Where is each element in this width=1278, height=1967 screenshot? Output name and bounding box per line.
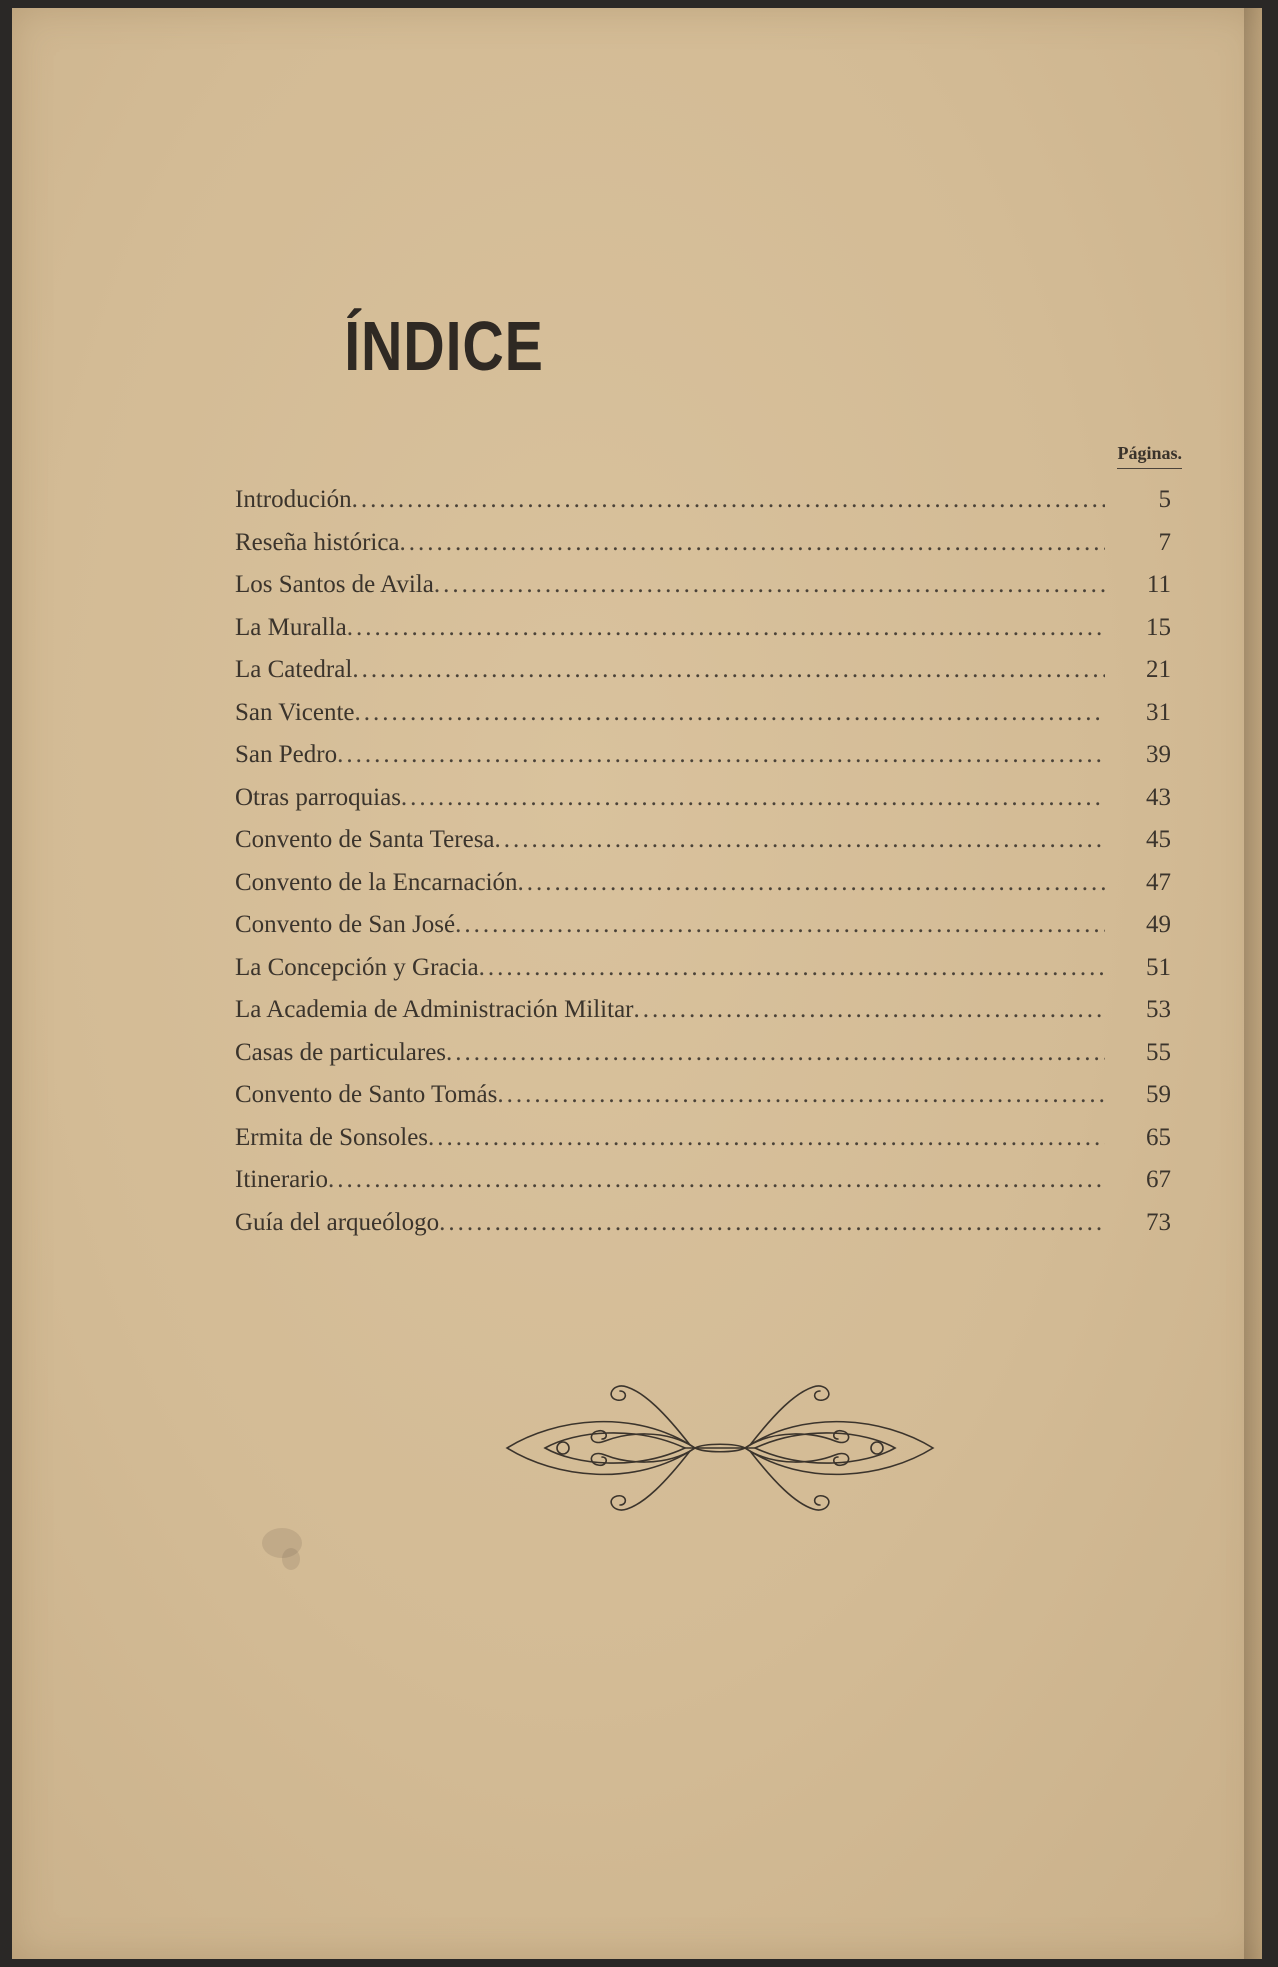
toc-entry-title: Los Santos de Avila: [235, 571, 434, 598]
toc-entry-title: Convento de San José: [235, 911, 456, 938]
toc-entry-page: 5: [1158, 486, 1171, 513]
toc-leader-dots: [455, 911, 1105, 939]
toc-entry-page: 45: [1146, 826, 1171, 853]
toc-entry: [235, 1209, 1175, 1252]
toc-leader-dots: [355, 699, 1105, 727]
toc-entry: [235, 1166, 1175, 1209]
toc-entry-title: Ermita de Sonsoles: [235, 1123, 429, 1151]
toc-leader-dots: [446, 1039, 1105, 1067]
document-page: [12, 8, 1262, 1959]
toc-leader-dots: [401, 784, 1105, 812]
page-column-header: Páginas.: [1117, 443, 1182, 469]
toc-entry-title: La Academia de Administración Militar: [235, 996, 634, 1023]
toc-leader-dots: [337, 741, 1105, 769]
toc-leader-dots: [497, 1081, 1105, 1109]
toc-entry: [235, 996, 1175, 1039]
toc-entry-page: 39: [1146, 741, 1171, 768]
toc-leader-dots: [495, 826, 1105, 854]
toc-entry-page: 47: [1146, 868, 1171, 896]
toc-leader-dots: [428, 1124, 1105, 1152]
toc-leader-dots: [352, 486, 1105, 514]
toc-entry-page: 53: [1146, 996, 1171, 1023]
toc-entry-page: 31: [1146, 698, 1171, 726]
toc-entry: [235, 1124, 1175, 1167]
toc-entry-page: 43: [1146, 783, 1171, 811]
toc-entry-title: Itinerario: [235, 1166, 329, 1193]
toc-leader-dots: [479, 954, 1105, 982]
toc-entry: [235, 826, 1175, 869]
toc-entry-title: La Muralla: [235, 613, 347, 641]
page-title: ÍNDICE: [344, 307, 544, 385]
toc-leader-dots: [634, 996, 1106, 1024]
toc-entry-title: La Concepción y Gracia: [235, 953, 479, 981]
toc-entry-title: Introdución: [235, 486, 352, 513]
table-of-contents: [235, 486, 1175, 1251]
toc-entry-page: 59: [1146, 1081, 1171, 1108]
toc-entry-page: 73: [1146, 1208, 1171, 1236]
toc-entry-title: Guía del arqueólogo: [235, 1208, 440, 1236]
toc-entry-page: 65: [1146, 1123, 1171, 1151]
toc-entry: [235, 784, 1175, 827]
page-spine-shadow: [1244, 8, 1262, 1959]
toc-entry: [235, 529, 1175, 572]
toc-entry-page: 67: [1146, 1166, 1171, 1193]
toc-leader-dots: [439, 1209, 1105, 1237]
toc-entry-page: 55: [1146, 1038, 1171, 1066]
toc-entry-title: Otras parroquias: [235, 783, 401, 811]
toc-entry-title: Convento de Santo Tomás: [235, 1081, 498, 1108]
toc-entry: [235, 699, 1175, 742]
toc-entry-page: 7: [1158, 528, 1171, 556]
toc-leader-dots: [434, 571, 1105, 599]
toc-leader-dots: [328, 1166, 1105, 1194]
flourish-ornament-icon: [495, 1373, 945, 1523]
toc-leader-dots: [347, 614, 1105, 642]
toc-entry: [235, 614, 1175, 657]
toc-entry: [235, 486, 1175, 529]
toc-entry: [235, 571, 1175, 614]
toc-entry-page: 49: [1146, 911, 1171, 938]
toc-leader-dots: [518, 869, 1105, 897]
toc-entry-title: La Catedral: [235, 656, 353, 683]
toc-entry: [235, 1081, 1175, 1124]
paper-stain: [282, 1548, 300, 1570]
toc-entry: [235, 954, 1175, 997]
toc-entry: [235, 656, 1175, 699]
toc-entry-title: Casas de particulares: [235, 1038, 447, 1066]
toc-entry-page: 11: [1146, 571, 1171, 598]
toc-entry-title: Convento de Santa Teresa: [235, 826, 495, 853]
toc-leader-dots: [352, 656, 1105, 684]
toc-entry-page: 51: [1146, 953, 1171, 981]
toc-entry-title: San Vicente: [235, 698, 355, 726]
toc-entry-title: Reseña histórica: [235, 528, 400, 556]
toc-leader-dots: [400, 529, 1105, 557]
toc-entry: [235, 911, 1175, 954]
toc-entry: [235, 869, 1175, 912]
toc-entry-title: Convento de la Encarnación: [235, 868, 518, 896]
toc-entry: [235, 741, 1175, 784]
toc-entry-page: 21: [1146, 656, 1171, 683]
toc-entry-page: 15: [1146, 613, 1171, 641]
toc-entry: [235, 1039, 1175, 1082]
toc-entry-title: San Pedro: [235, 741, 338, 768]
